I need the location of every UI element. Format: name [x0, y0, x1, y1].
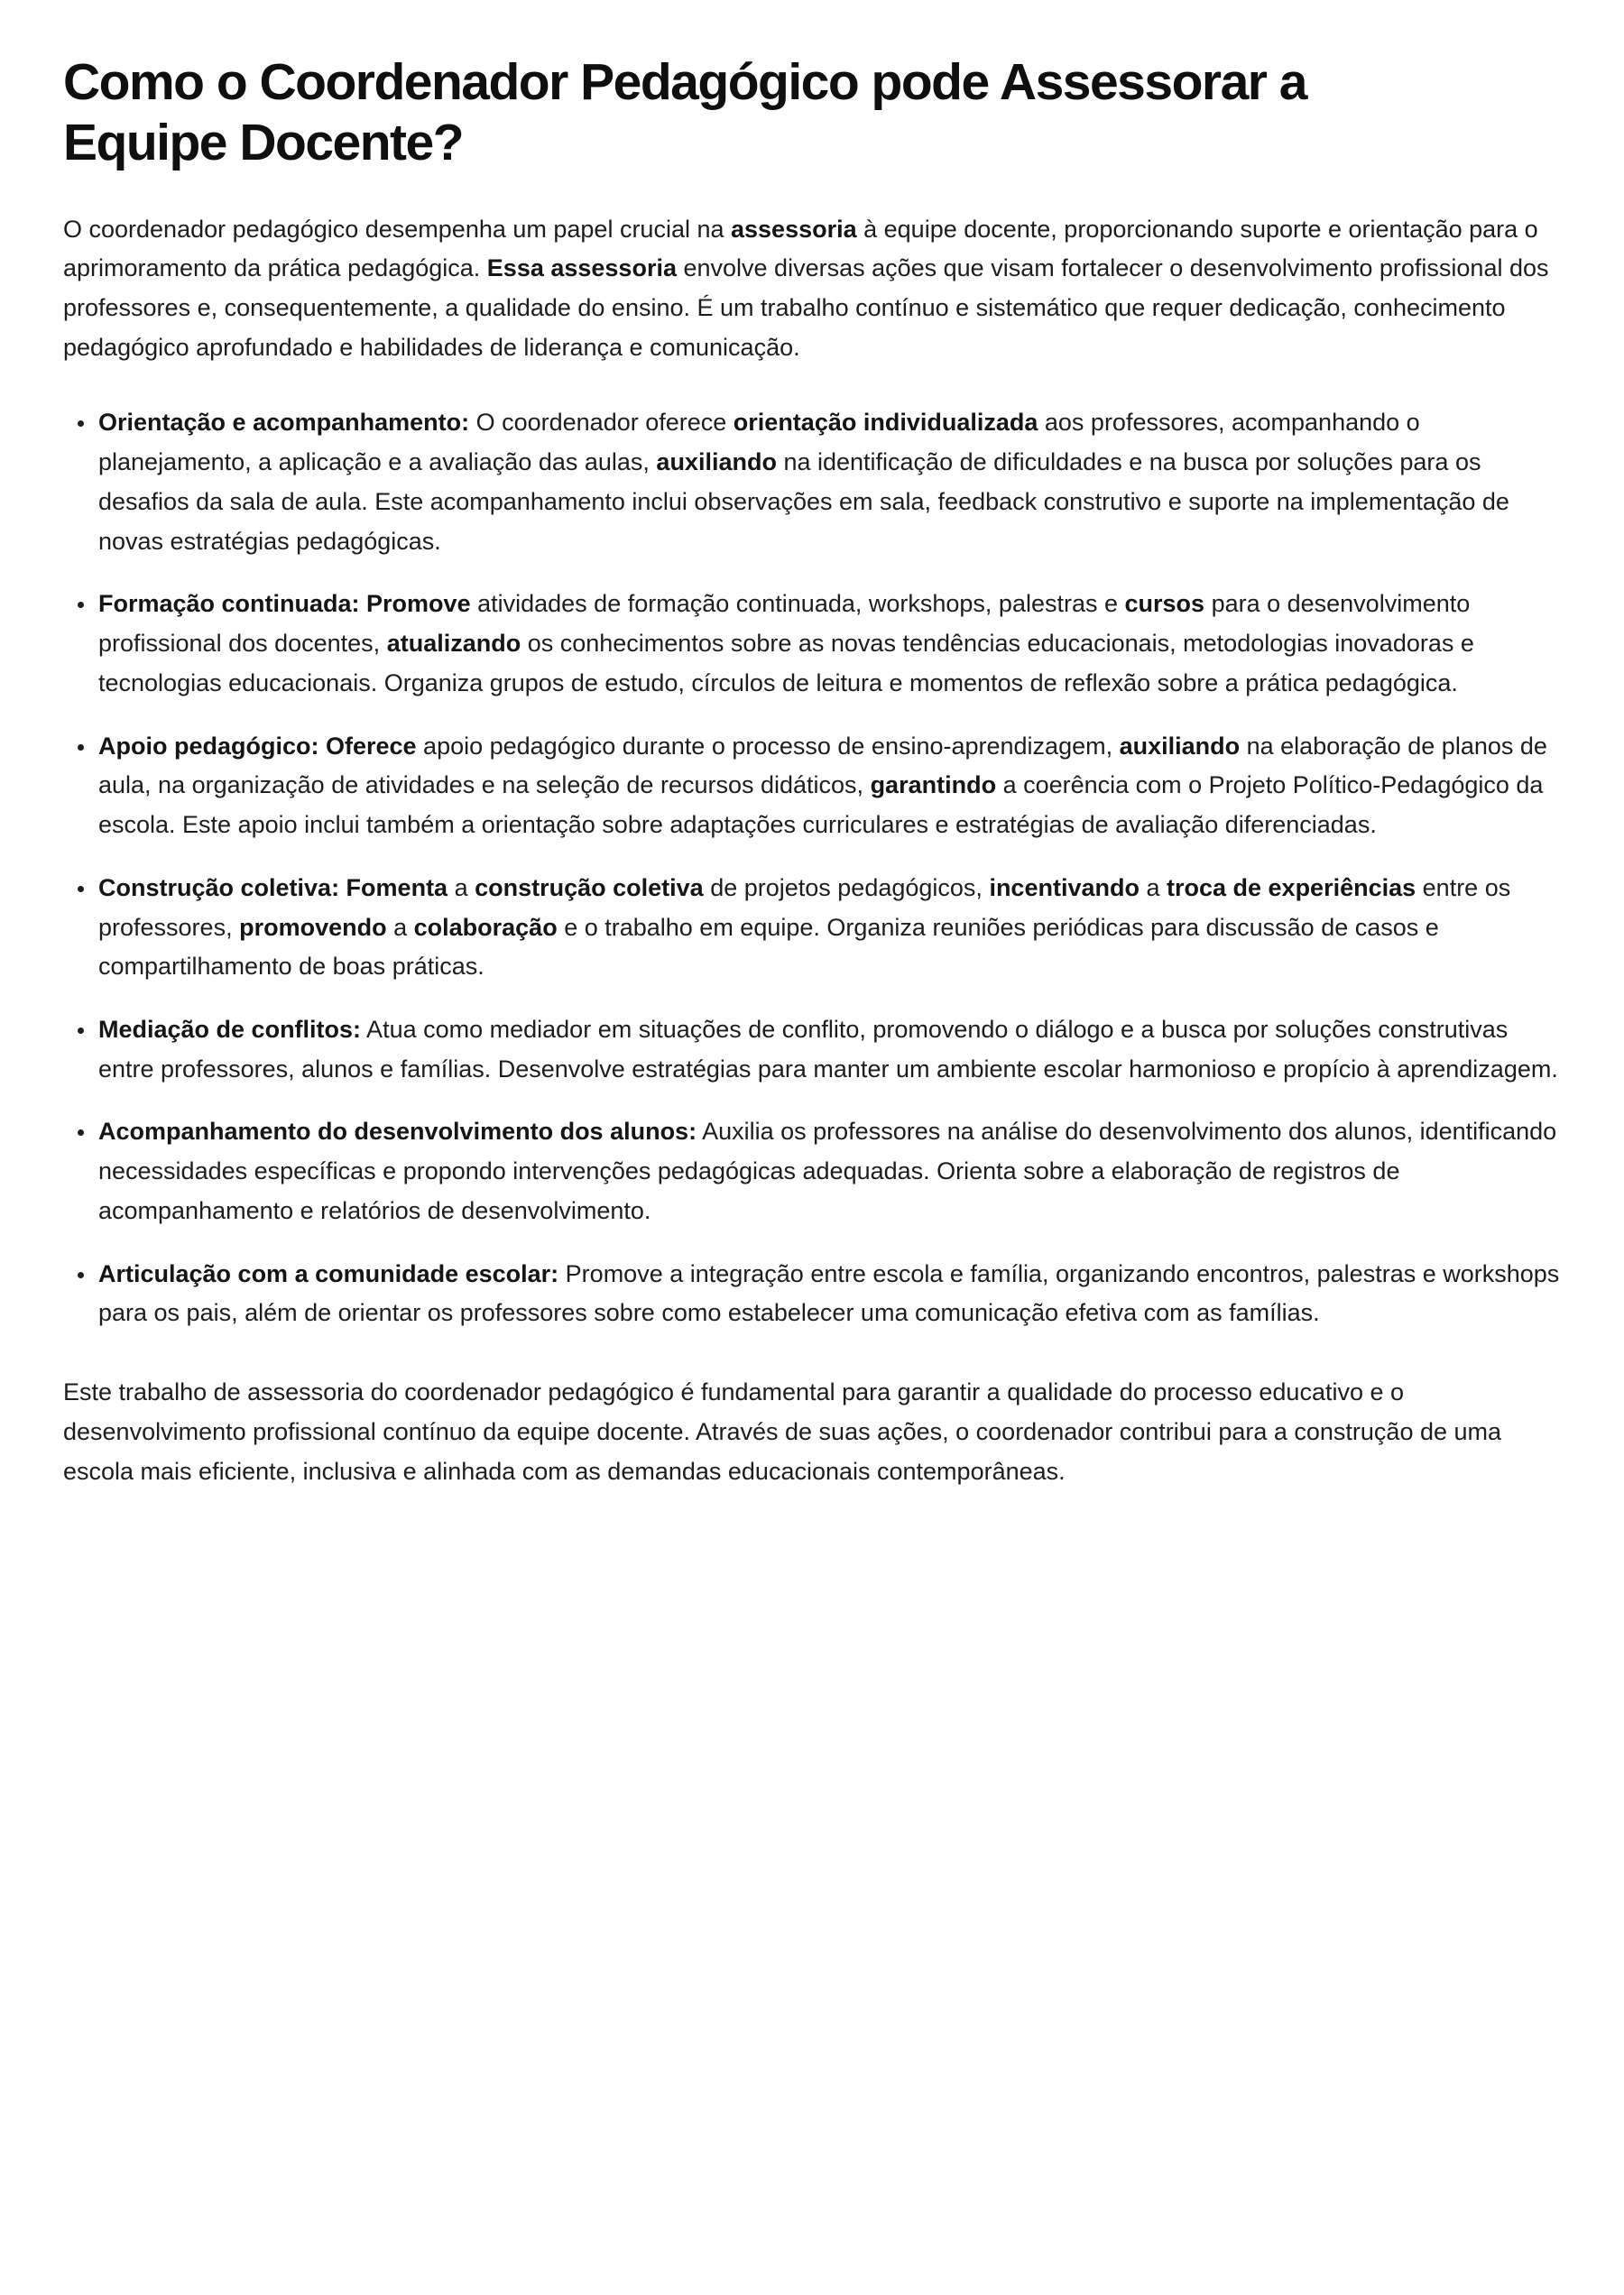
bold-text: troca de experiências	[1167, 873, 1416, 901]
list-item: • Mediação de conflitos: Atua como mediador em situações de conflito, promovendo o diálogo e a busca por soluções construtivas entre professores, alunos e famílias. Desenvolve estratégias para manter um ambiente escolar harmonioso e propício à aprendizagem.	[97, 1010, 1561, 1089]
list-item: • Formação continuada: Promove atividades de formação continuada, workshops, palestras e cursos para o desenvolvimento profissional dos docentes, atualizando os conhecimentos sobre as novas tendências educacionais, metodologias inovadoras e tecnologias educacionais. Organiza grupos de estudo, círculos de leitura e momentos de reflexão sobre a prática pedagógica.	[97, 585, 1561, 703]
closing-paragraph: Este trabalho de assessoria do coordenador pedagógico é fundamental para garantir a qualidade do processo educativo e o desenvolvimento profissional contínuo da equipe docente. Através de suas ações, o coordenador contribui para a construção de uma escola mais eficiente, inclusiva e alinhada com as demandas educacionais contemporâneas.	[63, 1378, 1502, 1485]
intro-paragraph: O coordenador pedagógico desempenha um papel crucial na assessoria à equipe docente, proporcionando suporte e orientação para o aprimoramento da prática pedagógica. Essa assessoria envolve diversas ações que visam fortalecer o desenvolvimento profissional dos professores e, consequentemente, a qualidade do ensino. É um trabalho contínuo e sistemático que requer dedicação, conhecimento pedagógico aprofundado e habilidades de liderança e comunicação.	[63, 215, 1549, 361]
bold-text: construção coletiva	[475, 873, 704, 901]
bold-text: assessoria	[731, 215, 857, 243]
bullet-list	[63, 403, 1561, 1333]
bold-text: Acompanhamento do desenvolvimento dos alunos:	[98, 1118, 697, 1146]
bold-text: garantindo	[870, 771, 997, 799]
bold-text: promovendo	[239, 913, 387, 941]
bold-text: Orientação e acompanhamento:	[98, 409, 470, 437]
bold-text: orientação individualizada	[733, 409, 1038, 437]
bold-text: incentivando	[989, 873, 1140, 901]
bold-text: Articulação com a comunidade escolar:	[98, 1259, 559, 1287]
page-title: Como o Coordenador Pedagógico pode Assessorar a Equipe Docente?	[63, 53, 1306, 172]
bold-text: Mediação de conflitos:	[98, 1015, 362, 1043]
bold-text: Apoio pedagógico: Oferece	[98, 732, 417, 760]
bold-text: Construção coletiva: Fomenta	[98, 873, 448, 901]
list-item: • Orientação e acompanhamento: O coordenador oferece orientação individualizada aos professores, acompanhando o planejamento, a aplicação e a avaliação das aulas, auxiliando na identificação de dificuldades e na busca por soluções para os desafios da sala de aula. Este acompanhamento inclui observações em sala, feedback construtivo e suporte na implementação de novas estratégias pedagógicas.	[97, 403, 1561, 561]
bold-text: auxiliando	[656, 448, 777, 476]
list-item: • Construção coletiva: Fomenta a construção coletiva de projetos pedagógicos, incentivando a troca de experiências entre os professores, promovendo a colaboração e o trabalho em equipe. Organiza reuniões periódicas para discussão de casos e compartilhamento de boas práticas.	[97, 869, 1561, 987]
bold-text: cursos	[1124, 590, 1205, 618]
bold-text: Formação continuada: Promove	[98, 590, 471, 618]
list-item: • Apoio pedagógico: Oferece apoio pedagógico durante o processo de ensino-aprendizagem, auxiliando na elaboração de planos de aula, na organização de atividades e na seleção de recursos didáticos, garantindo a coerência com o Projeto Político-Pedagógico da escola. Este apoio inclui também a orientação sobre adaptações curriculares e estratégias de avaliação diferenciadas.	[97, 727, 1561, 845]
list-item: • Acompanhamento do desenvolvimento dos alunos: Auxilia os professores na análise do desenvolvimento dos alunos, identificando necessidades específicas e propondo intervenções pedagógicas adequadas. Orienta sobre a elaboração de registros de acompanhamento e relatórios de desenvolvimento.	[97, 1112, 1561, 1230]
bold-text: colaboração	[413, 913, 558, 941]
list-item: • Articulação com a comunidade escolar: Promove a integração entre escola e família, organizando encontros, palestras e workshops para os pais, além de orientar os professores sobre como estabelecer uma comunicação efetiva com as famílias.	[97, 1255, 1561, 1333]
bold-text: Essa assessoria	[486, 254, 677, 282]
bold-text: atualizando	[386, 630, 521, 658]
bold-text: auxiliando	[1119, 732, 1241, 760]
